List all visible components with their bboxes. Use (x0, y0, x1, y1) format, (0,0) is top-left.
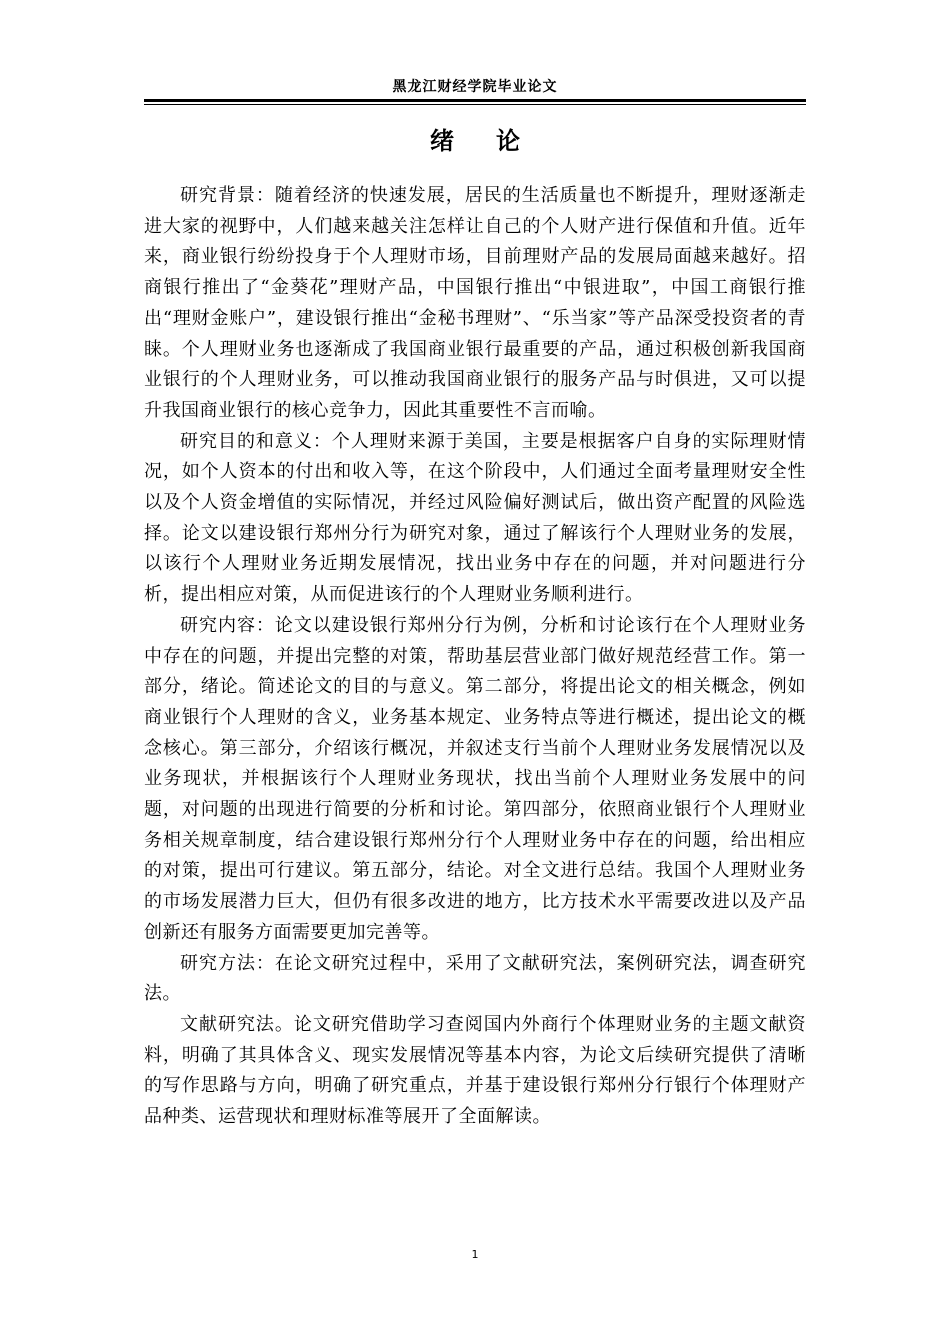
page-number: 1 (471, 1248, 479, 1261)
paragraph-literature-method: 文献研究法。论文研究借助学习查阅国内外商行个体理财业务的主题文献资料，明确了其具体含义、现实发展情况等基本内容，为论文后续研究提供了清晰的写作思路与方向，明确了研究重点，并基于建设银行郑州分行银行个体理财产品种类、运营现状和理财标准等展开了全面解读。 (144, 1013, 806, 1128)
running-header: 黑龙江财经学院毕业论文 (392, 79, 558, 95)
body-text (144, 181, 806, 1133)
paragraph-research-content: 研究内容：论文以建设银行郑州分行为例，分析和讨论该行在个人理财业务中存在的问题，并提出完整的对策，帮助基层营业部门做好规范经营工作。第一部分，绪论。简述论文的目的与意义。第二部分，将提出论文的相关概念，例如商业银行个人理财的含义，业务基本规定、业务特点等进行概述，提出论文的概念核心。第三部分，介绍该行概况，并叙述支行当前个人理财业务发展情况以及业务现状，并根据该行个人理财业务现状，找出当前个人理财业务发展中的问题，对问题的出现进行简要的分析和讨论。第四部分，依照商业银行个人理财业务相关规章制度，结合建设银行郑州分行个人理财业务中存在的问题，给出相应的对策，提出可行建议。第五部分，结论。对全文进行总结。我国个人理财业务的市场发展潜力巨大，但仍有很多改进的地方，比方技术水平需要改进以及产品创新还有服务方面需要更加完善等。 (144, 614, 806, 943)
header-rule-thin (144, 104, 806, 105)
header-rule-thick (144, 99, 806, 102)
paragraph-research-methods: 研究方法：在论文研究过程中，采用了文献研究法，案例研究法，调查研究法。 (144, 952, 806, 1005)
paragraph-research-background: 研究背景：随着经济的快速发展，居民的生活质量也不断提升，理财逐渐走进大家的视野中，人们越来越关注怎样让自己的个人财产进行保值和升值。近年来，商业银行纷纷投身于个人理财市场，目前理财产品的发展局面越来越好。招商银行推出了“金葵花”理财产品，中国银行推出“中银进取”，中国工商银行推出“理财金账户”，建设银行推出“金秘书理财”、“乐当家”等产品深受投资者的青睐。个人理财业务也逐渐成了我国商业银行最重要的产品，通过积极创新我国商业银行的个人理财业务，可以推动我国商业银行的服务产品与时俱进，又可以提升我国商业银行的核心竞争力，因此其重要性不言而喻。 (144, 185, 806, 421)
paragraph-research-purpose: 研究目的和意义：个人理财来源于美国，主要是根据客户自身的实际理财情况，如个人资本的付出和收入等，在这个阶段中，人们通过全面考量理财安全性以及个人资金增值的实际情况，并经过风险偏好测试后，做出资产配置的风险选择。论文以建设银行郑州分行为研究对象，通过了解该行个人理财业务的发展，以该行个人理财业务近期发展情况，找出业务中存在的问题，并对问题进行分析，提出相应对策，从而促进该行的个人理财业务顺利进行。 (144, 430, 806, 606)
chapter-title: 绪论 (430, 127, 562, 155)
